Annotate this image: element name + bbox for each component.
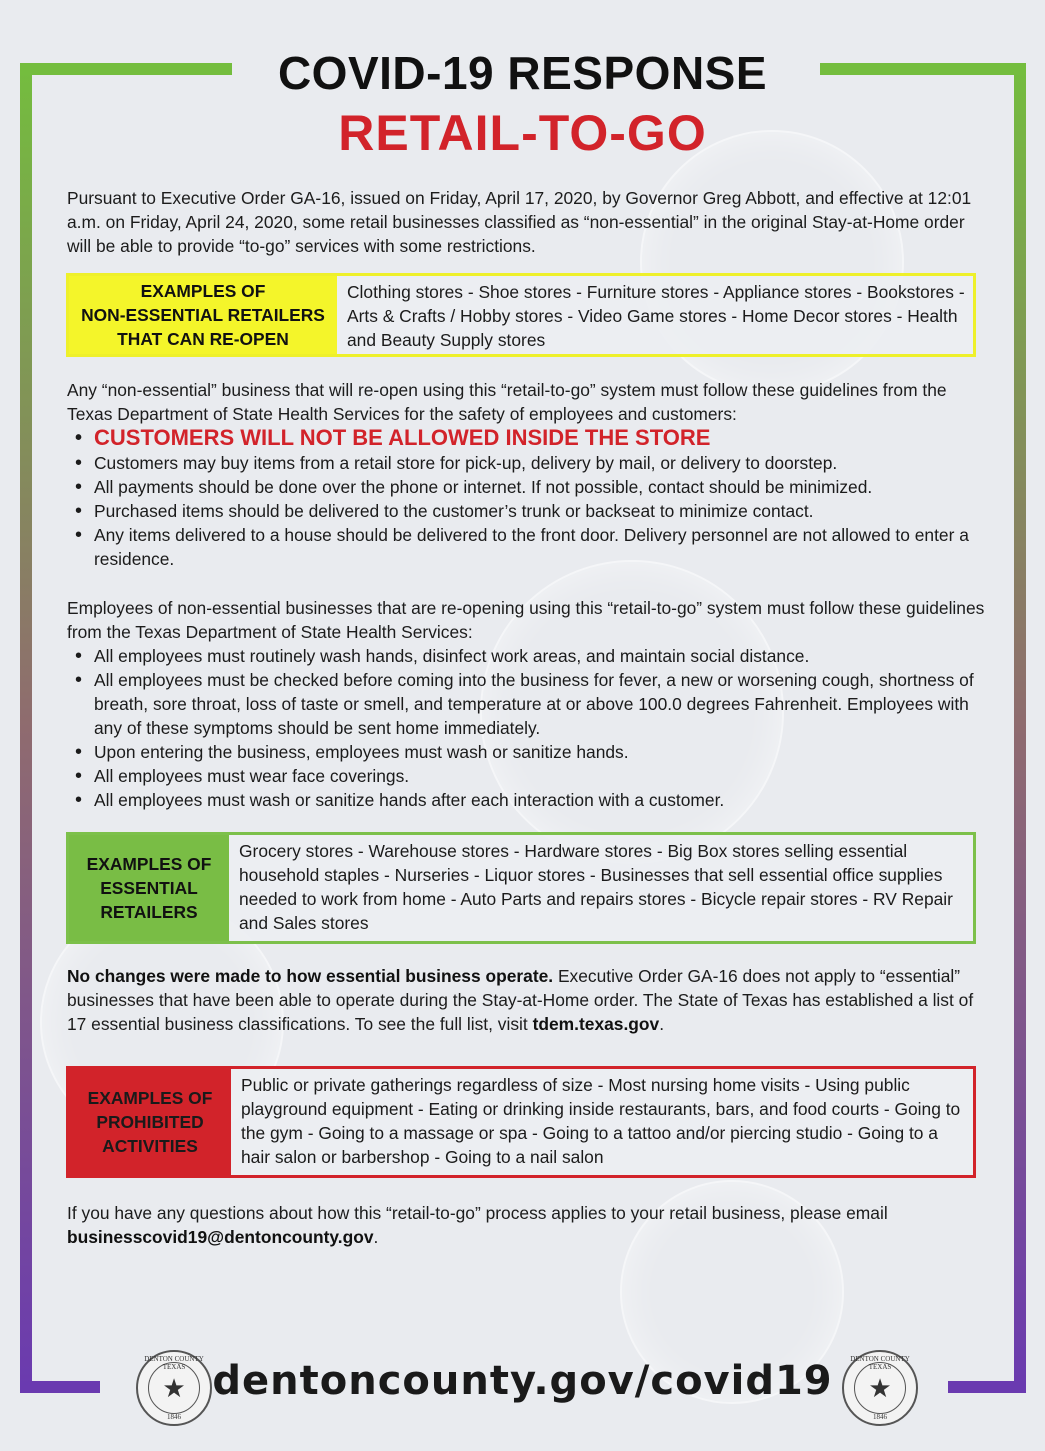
list-item: • All employees must wear face coverings.	[67, 764, 987, 788]
no-changes-end: .	[659, 1014, 665, 1034]
non-essential-retailers-box	[66, 273, 976, 357]
employee-guidelines-intro: Employees of non-essential businesses that are re-opening using this “retail-to-go” system must follow these guidelines from the Texas Department of State Health Services:	[67, 598, 985, 642]
contact-email-link[interactable]: businesscovid19@dentoncounty.gov	[67, 1227, 374, 1247]
intro-paragraph: Pursuant to Executive Order GA-16, issued on Friday, April 17, 2020, by Governor Greg Abbott, and effective at 12:01 a.m. on Friday, April 24, 2020, some retail businesses classified as “non-essential” in the original Stay-at-Home order will be able to provide “to-go” services with some restrictions.	[67, 188, 972, 256]
customer-guidelines-list	[67, 425, 987, 571]
list-item: • All payments should be done over the phone or internet. If not possible, contact should be minimized.	[67, 475, 987, 499]
essential-label-line: RETAILERS	[100, 902, 198, 922]
tdem-link[interactable]: tdem.texas.gov	[532, 1014, 660, 1034]
footer-url[interactable]: dentoncounty.gov/covid19	[212, 1358, 833, 1404]
customer-guidelines-intro: Any “non-essential” business that will re-open using this “retail-to-go” system must follow these guidelines from the Texas Department of State Health Services for the safety of employees and customers:	[67, 380, 947, 424]
no-changes-bold: No changes were made to how essential business operate.	[67, 966, 554, 986]
prohibited-label	[69, 1069, 231, 1175]
frame-left-border	[20, 63, 32, 1393]
list-item: • Any items delivered to a house should be delivered to the front door. Delivery personnel are not allowed to enter a residence.	[67, 523, 987, 571]
non-essential-label	[69, 276, 337, 354]
questions-text: If you have any questions about how this “retail-to-go” process applies to your retail business, please email	[67, 1203, 888, 1223]
seal-year: 1846	[873, 1413, 887, 1421]
star-seal-icon: ★	[148, 1362, 200, 1414]
no-changes-paragraph	[67, 964, 987, 1036]
seal-top-text: DENTON COUNTY TEXAS	[850, 1355, 910, 1371]
prohibited-label-line: ACTIVITIES	[102, 1136, 198, 1156]
employee-guidelines-list	[67, 644, 987, 812]
questions-paragraph	[67, 1201, 987, 1249]
page-subtitle: RETAIL-TO-GO	[338, 105, 707, 161]
essential-label-line: EXAMPLES OF	[86, 854, 212, 874]
non-essential-label-line: EXAMPLES OF	[140, 281, 266, 301]
essential-examples-text: Grocery stores - Warehouse stores - Hardware stores - Big Box stores selling essential household staples - Nurseries - Liquor stores - Businesses that sell essential office supplies needed to work from home - Auto Parts and repairs stores - Bicycle repair stores - RV Repair and Sales stores	[239, 841, 953, 933]
no-changes-text: Executive Order GA-16 does not apply to “essential” businesses that have been able to operate during the Stay-at-Home order. The State of Texas has established a list of 17 essential business classifications. To see the full list, visit	[67, 966, 974, 1034]
prohibited-label-line: EXAMPLES OF	[87, 1088, 213, 1108]
page-title: COVID-19 RESPONSE	[277, 47, 768, 99]
non-essential-label-line: NON-ESSENTIAL RETAILERS	[81, 305, 325, 325]
essential-label-line: ESSENTIAL	[100, 878, 198, 898]
seal-top-text: DENTON COUNTY TEXAS	[144, 1355, 204, 1371]
prohibited-activities-box	[66, 1066, 976, 1178]
essential-label	[69, 835, 229, 941]
questions-end: .	[373, 1227, 379, 1247]
non-essential-label-line: THAT CAN RE-OPEN	[117, 329, 289, 349]
prohibited-examples-text: Public or private gatherings regardless of size - Most nursing home visits - Using public playground equipment - Eating or drinking inside restaurants, bars, and food courts - Going to the gym - Going to a massage or spa - Going to a tattoo and/or piercing studio - Going to a hair salon or barbershop - Going to a nail salon	[241, 1075, 961, 1167]
seal-year: 1846	[167, 1413, 181, 1421]
list-item: • All employees must wash or sanitize hands after each interaction with a customer.	[67, 788, 987, 812]
list-item: • All employees must routinely wash hands, disinfect work areas, and maintain social distance.	[67, 644, 987, 668]
list-item: • Customers may buy items from a retail store for pick-up, delivery by mail, or delivery to doorstep.	[67, 451, 987, 475]
list-item: • All employees must be checked before coming into the business for fever, a new or worsening cough, shortness of breath, sore throat, loss of taste or smell, and temperature at or above 100.0 degrees Fahrenheit. Employees with any of these symptoms should be sent home immediately.	[67, 668, 987, 740]
prohibited-label-line: PROHIBITED	[96, 1112, 204, 1132]
list-item: • Upon entering the business, employees must wash or sanitize hands.	[67, 740, 987, 764]
non-essential-examples-text: Clothing stores - Shoe stores - Furniture stores - Appliance stores - Bookstores - Arts & Crafts / Hobby stores - Video Game stores - Home Decor stores - Health and Beauty Supply stores	[347, 282, 965, 350]
list-item: • CUSTOMERS WILL NOT BE ALLOWED INSIDE THE STORE	[67, 425, 987, 451]
essential-retailers-box	[66, 832, 976, 944]
frame-right-border	[1014, 63, 1026, 1393]
star-seal-icon: ★	[854, 1362, 906, 1414]
list-item: • Purchased items should be delivered to the customer’s trunk or backseat to minimize contact.	[67, 499, 987, 523]
